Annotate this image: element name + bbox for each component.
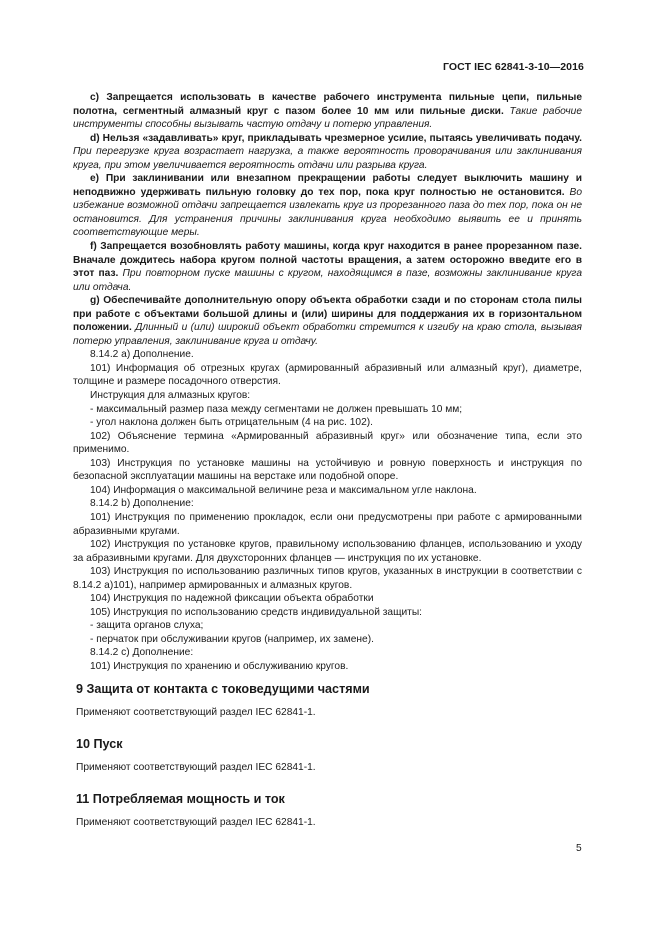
list-item: - угол наклона должен быть отрицательным (4 на рис. 102).	[90, 417, 373, 429]
section-10	[76, 737, 582, 773]
list-item: - максимальный размер паза между сегментами не должен превышать 10 мм;	[90, 403, 463, 415]
section-title: 10 Пуск	[76, 737, 123, 751]
paragraph-d: d) Нельзя «задавливать» круг, прикладывать чрезмерное усилие, пытаясь увеличивать подачу. При перегрузке круга возрастает нагрузка, а также вероятность проворачивания или заклинивания круга, при этом увеличивается вероятность отдачи или разрыва круга.	[73, 132, 582, 171]
section-text: Применяют соответствующий раздел IEC 62841-1.	[76, 762, 316, 773]
clause-8-14-2-b: 8.14.2 b) Дополнение:	[90, 498, 194, 510]
document-body	[73, 91, 582, 674]
section-9	[76, 682, 582, 718]
list-item: 104) Информация о максимальной величине реза и максимальном угле наклона.	[90, 484, 477, 496]
document-code-header: ГОСТ IEC 62841-3-10—2016	[442, 61, 584, 73]
list-item: 102) Объяснение термина «Армированный абразивный круг» или обозначение типа, если это применимо.	[73, 430, 582, 456]
paragraph-g: g) Обеспечивайте дополнительную опору объекта обработки сзади и по сторонам стола пилы при работе с объектами большой длины и (или) ширины для поддержания их в горизонтальном положении. Длинный и (или) широкий объект обработки стремится к изгибу на краю стола, вызывая потерю управления, заклинивание круга и отдачу.	[73, 295, 582, 347]
page-number: 5	[576, 843, 582, 854]
list-item: 103) Инструкция по использованию различных типов кругов, указанных в инструкции в соответствии с 8.14.2 a)101), например армированных и алмазных кругов.	[73, 566, 582, 591]
section-11	[76, 792, 582, 828]
paragraph-f: f) Запрещается возобновлять работу машины, когда круг находится в ранее прорезанном пазе. Вначале дождитесь набора кругом полной частоты вращения, а затем осторожно введите его в этот паз. При повторном пуске машины с кругом, находящимся в пазе, возможны заклинивание круга или отдача.	[73, 241, 582, 293]
section-text: Применяют соответствующий раздел IEC 62841-1.	[76, 707, 316, 718]
section-title: 9 Защита от контакта с токоведущими частями	[76, 682, 370, 696]
list-item: 103) Инструкция по установке машины на устойчивую и ровную поверхность и инструкция по безопасной эксплуатации машины на верстаке или подобной опоре.	[73, 457, 582, 483]
list-item: Инструкция для алмазных кругов:	[90, 390, 251, 402]
clause-8-14-2-c: 8.14.2 c) Дополнение:	[90, 647, 194, 659]
clause-8-14-2-a: 8.14.2 a) Дополнение.	[90, 349, 194, 361]
section-text: Применяют соответствующий раздел IEC 62841-1.	[76, 817, 316, 828]
paragraph-e: e) При заклинивании или внезапном прекращении работы следует выключить машину и неподвижно удерживать пильную головку до тех пор, пока круг полностью не остановится. Во избежание возможной отдачи запрещается извлекать круг из прорезанного паза до тех пор, пока он не остановится. Для устранения причины заклинивания круга необходимо выявить ее и принять соответствующие меры.	[73, 173, 582, 239]
paragraph-c: c) Запрещается использовать в качестве рабочего инструмента пильные цепи, пильные полотна, сегментный алмазный круг с пазом более 10 мм или пильные диски. Такие рабочие инструменты способны вызывать частую отдачу и потерю управления.	[73, 92, 582, 131]
list-item: 101) Инструкция по хранению и обслуживанию кругов.	[90, 660, 349, 672]
section-title: 11 Потребляемая мощность и ток	[76, 792, 285, 806]
list-item: - перчаток при обслуживании кругов (например, их замене).	[90, 633, 374, 645]
list-item: 101) Инструкция по применению прокладок, если они предусмотрены при работе с армированными абразивными кругами.	[73, 511, 582, 537]
list-item: - защита органов слуха;	[90, 620, 204, 632]
list-item: 105) Инструкция по использованию средств индивидуальной защиты:	[90, 606, 422, 618]
list-item: 101) Информация об отрезных кругах (армированный абразивный или алмазный круг), диаметре, толщине и размере посадочного отверстия.	[73, 362, 582, 388]
list-item: 104) Инструкция по надежной фиксации объекта обработки	[90, 593, 374, 605]
list-item: 102) Инструкция по установке кругов, правильному использованию фланцев, использованию и уходу за абразивными кругами. Для двухсторонних фланцев — инструкция по их установке.	[73, 539, 582, 564]
